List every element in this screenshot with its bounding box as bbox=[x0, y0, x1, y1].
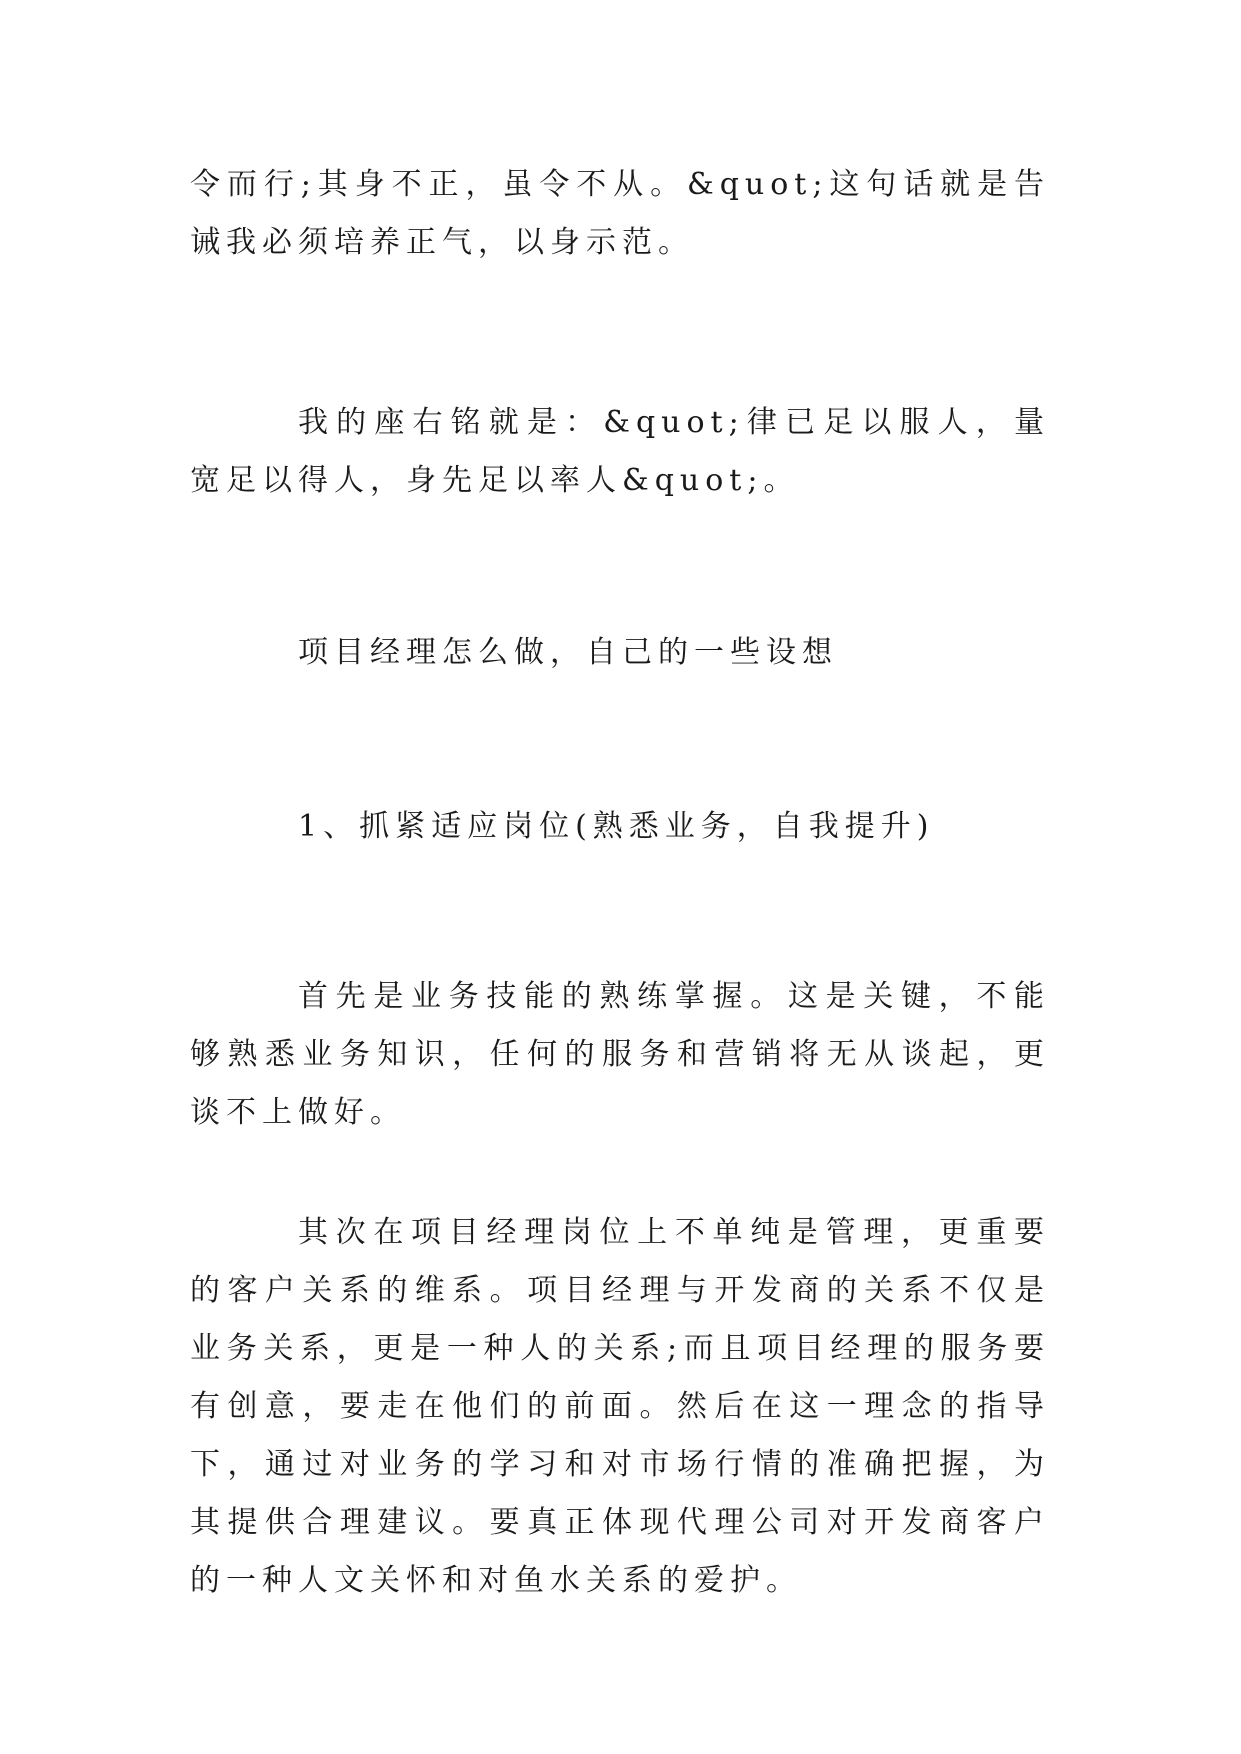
paragraph-skills: 首先是业务技能的熟练掌握。这是关键，不能够熟悉业务知识，任何的服务和营销将无从谈起，更谈不上做好。 bbox=[190, 979, 1050, 1130]
paragraph-motto: 我的座右铭就是：&quot;律已足以服人，量宽足以得人，身先足以率人&quot;。 bbox=[190, 405, 1050, 498]
paragraph-client-relations: 其次在项目经理岗位上不单纯是管理，更重要的客户关系的维系。项目经理与开发商的关系不仅是业务关系，更是一种人的关系;而且项目经理的服务要有创意，要走在他们的前面。然后在这一理念的指导下，通过对业务的学习和对市场行情的准确把握，为其提供合理建议。要真正体现代理公司对开发商客户的一种人文关怀和对鱼水关系的爱护。 bbox=[190, 1215, 1050, 1598]
section-heading: 项目经理怎么做，自己的一些设想 bbox=[298, 635, 838, 670]
paragraph-continuation: 令而行;其身不正，虽令不从。&quot;这句话就是告诫我必须培养正气，以身示范。 bbox=[190, 167, 1050, 260]
subsection-heading: 1、抓紧适应岗位(熟悉业务，自我提升) bbox=[298, 809, 935, 844]
